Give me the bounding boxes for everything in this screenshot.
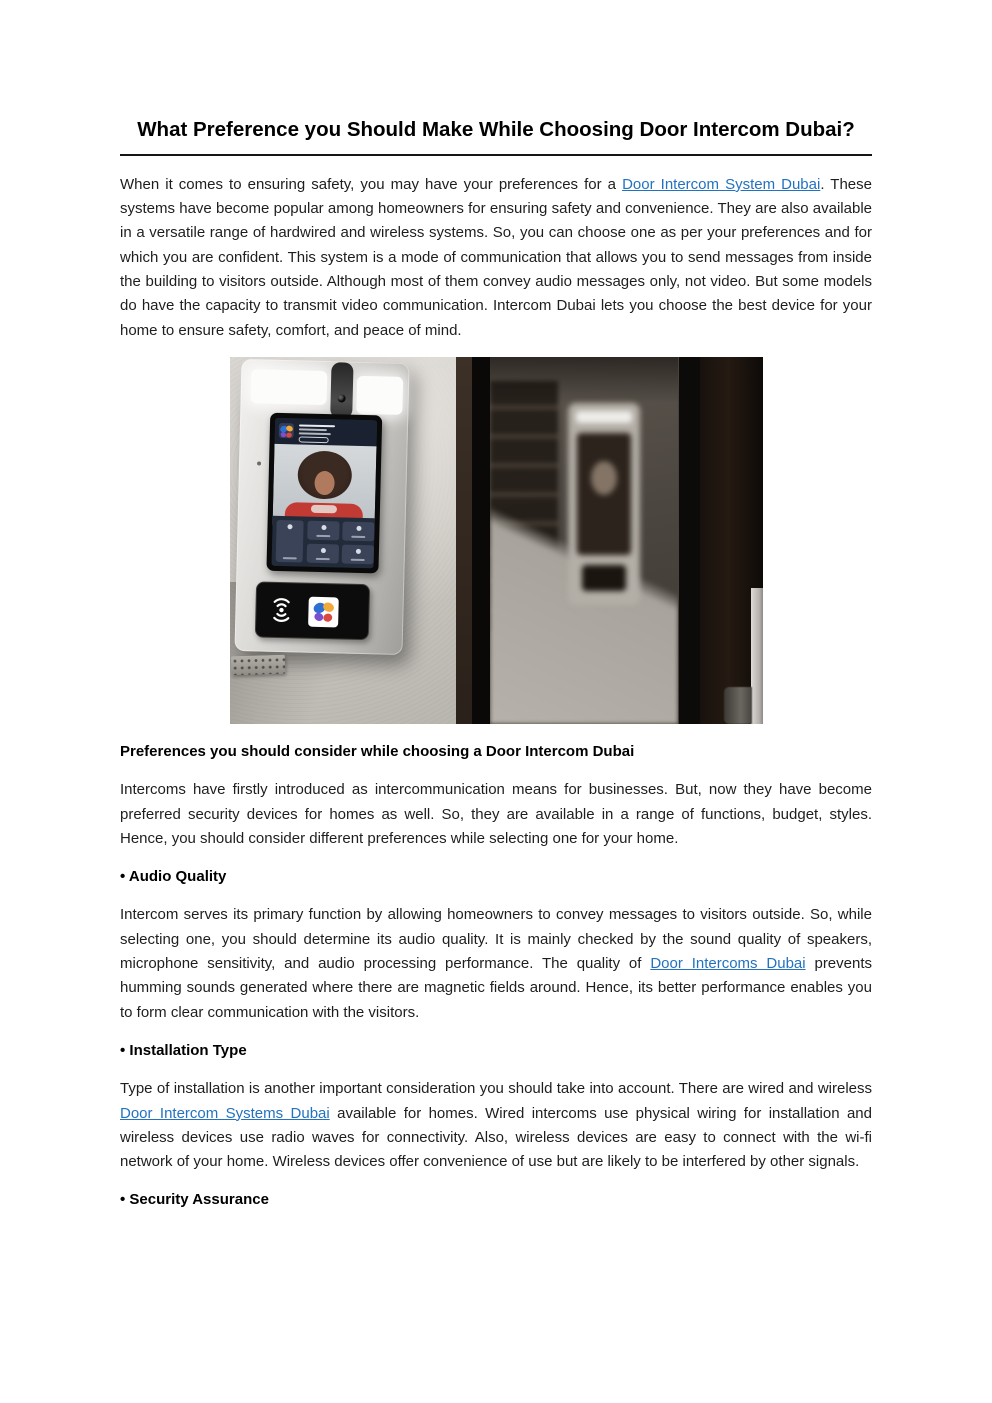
- tile-label-bar: [350, 559, 364, 561]
- camera-lens-icon: [337, 394, 345, 402]
- installation-text-before-link: Type of installation is another important consideration you should take into account. There are wired and wireless: [120, 1080, 872, 1098]
- device-screen: [266, 413, 382, 574]
- screen-header: [274, 418, 377, 446]
- door-glass: [490, 357, 678, 724]
- reflection-lightbar: [576, 411, 632, 423]
- intercom-photo: [230, 357, 763, 724]
- screen-text-line: [298, 428, 326, 431]
- menu-tile-call: [342, 521, 374, 541]
- screen-menu: [271, 516, 374, 568]
- screen-pill-button: [298, 436, 328, 443]
- screen-text-line: [298, 432, 330, 435]
- door-frame-black: [472, 357, 490, 724]
- intro-text-before-link: When it comes to ensuring safety, you may have your preferences for a: [120, 175, 623, 193]
- audio-text-before-link: Intercom serves its primary function by allowing homeowners to convey messages to visitors outside. So, while selecting one, you should determine its audio quality. It is mainly checked by the sound quality of speakers, microphone sensitivity, and audio processing performance. The quality of: [120, 906, 872, 973]
- preferences-heading: Preferences you should consider while choosing a Door Intercom Dubai: [120, 742, 635, 760]
- key-icon: [320, 525, 325, 530]
- menu-tile-directory: [275, 520, 303, 563]
- door-handle: [751, 588, 763, 724]
- door-frame-brown: [456, 357, 472, 724]
- contactless-icon: [268, 593, 293, 636]
- security-assurance-heading: • Security Assurance: [120, 1191, 269, 1209]
- camera-module: [330, 362, 353, 419]
- tile-label-bar: [316, 535, 330, 537]
- screen-ui: [271, 418, 377, 568]
- light-panel-right: [356, 376, 403, 415]
- menu-tile-virtual-key: [307, 521, 339, 541]
- braille-plate: [230, 655, 285, 676]
- menu-tile-door-pin: [306, 544, 338, 564]
- glass-top-shade: [490, 357, 678, 403]
- door-dark-panel: [700, 357, 763, 724]
- installation-type-heading: • Installation Type: [120, 1041, 247, 1059]
- audio-quality-paragraph: [120, 903, 872, 1024]
- glass-door: [456, 357, 763, 724]
- package-icon: [355, 549, 360, 554]
- keypad-icon: [320, 548, 325, 553]
- preferences-paragraph: Intercoms have firstly introduced as intercommunication means for businesses. But, now they have become preferred security devices for homes as well. So, they are available in a range of functions, budget, styles. Hence, you should consider different preferences while selecting one for your home.: [120, 781, 872, 847]
- audio-text-after-link: prevents humming sounds generated where there are magnetic fields around. Hence, its better performance enables you to form clear communication with the visitors.: [120, 955, 873, 1021]
- phone-icon: [355, 526, 360, 531]
- intro-text-after-link: . These systems have become popular among homeowners for ensuring safety and convenience. They are also available in a versatile range of hardwired and wireless systems. So, you can choose one as per your preferences and for which you are confident. This system is a mode of communication that allows you to send messages from inside the building to visitors outside. Although most of them convey audio messages only, not video. But some models do have the capacity to transmit video communication. Intercom Dubai lets you choose the best device for your home to ensure safety, comfort, and peace of mind.: [120, 175, 872, 339]
- door-intercom-system-dubai-link[interactable]: Door Intercom System Dubai: [622, 175, 821, 193]
- light-panel-left: [250, 369, 327, 405]
- door-frame-right: [678, 357, 700, 724]
- menu-tile-delivery: [341, 544, 373, 564]
- directory-icon: [287, 524, 292, 529]
- tile-label-bar: [315, 558, 329, 560]
- door-intercom-systems-dubai-link[interactable]: Door Intercom Systems Dubai: [120, 1104, 330, 1122]
- page-title: What Preference you Should Make While Choosing Door Intercom Dubai?: [120, 112, 872, 156]
- intro-paragraph: [120, 173, 872, 343]
- reflection-nfc-panel: [582, 565, 626, 591]
- reflection-screen: [577, 433, 631, 555]
- microphone-hole: [256, 461, 260, 465]
- installation-paragraph: [120, 1077, 872, 1174]
- butterfly-logo-tile: [308, 597, 339, 628]
- door-intercoms-dubai-link[interactable]: Door Intercoms Dubai: [650, 955, 806, 973]
- installation-text-after-link: available for homes. Wired intercoms use physical wiring for installation and wireless devices use radio waves for connectivity. Also, wireless devices are easy to connect with the wi-fi network of your home. Wireless devices offer convenience of use but are likely to be interfered by other signals.: [120, 1104, 872, 1171]
- visitor-collar: [310, 505, 336, 514]
- reflection-face: [591, 461, 617, 495]
- intercom-device: [234, 359, 409, 655]
- tile-label-bar: [282, 557, 296, 559]
- door-handle-fitting: [724, 687, 752, 724]
- tile-label-bar: [351, 536, 365, 538]
- visitor-face: [314, 471, 335, 495]
- audio-quality-heading: • Audio Quality: [120, 868, 227, 886]
- reflection-intercom: [568, 403, 640, 605]
- butterfly-logo-icon: [278, 423, 293, 438]
- screen-text-line: [298, 424, 334, 427]
- nfc-reader-panel: [254, 581, 369, 640]
